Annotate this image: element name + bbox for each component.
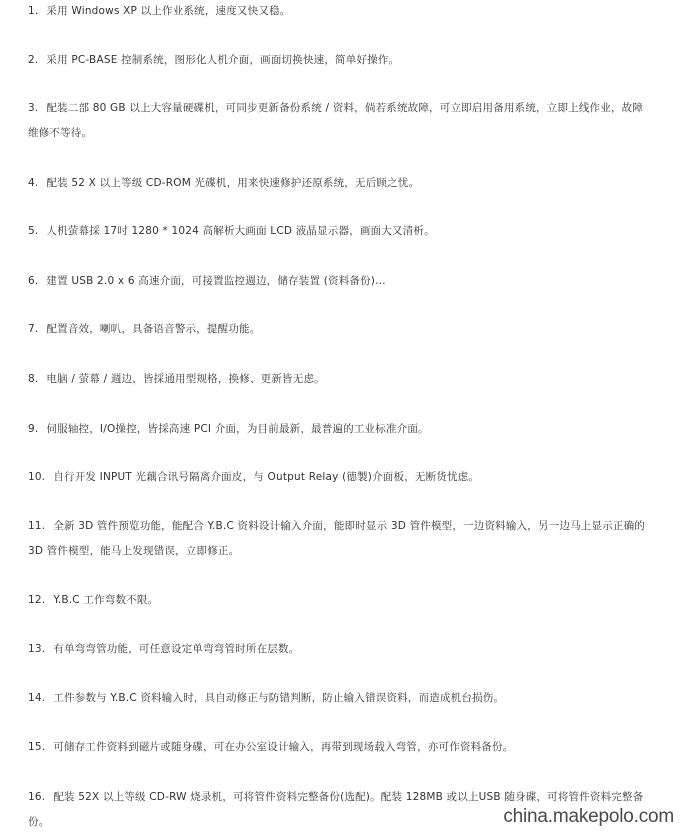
item-text: 采用 PC-BASE 控制系统，图形化人机介面，画面切换快速，简单好操作。 — [46, 54, 400, 66]
feature-item-9 — [28, 417, 648, 442]
item-text: 配装 52X 以上等级 CD-RW 烧录机，可将管件资料完整备份(选配)。配装 128MB 或以上USB 随身碟，可将管件资料完整备份。 — [28, 791, 644, 828]
item-number: 11. — [28, 520, 46, 532]
item-text: 配装 52 X 以上等级 CD-ROM 光碟机，用来快速修护还原系统，无后顾之忧。 — [46, 177, 420, 189]
item-number: 8. — [28, 373, 39, 385]
feature-item-11 — [28, 514, 648, 564]
feature-item-8 — [28, 367, 648, 392]
feature-item-12 — [28, 588, 648, 613]
item-text: 人机萤幕採 17吋 1280 * 1024 高解析大画面 LCD 液晶显示器，画面大又清析。 — [46, 225, 435, 237]
feature-item-5 — [28, 219, 648, 244]
item-text: 自行开发 INPUT 光藕合讯号隔离介面皮，与 Output Relay (德製)介面板，无断货忧虑。 — [53, 471, 480, 483]
feature-item-15 — [28, 735, 648, 760]
item-text: 可储存工件资料到磁片或随身碟，可在办公室设计输入，再带到现场载入弯管，亦可作资料备份。 — [53, 741, 514, 753]
item-text: 建置 USB 2.0 x 6 高速介面，可接置监控週边，储存装置 (资料备份)… — [46, 275, 386, 287]
item-text: 全新 3D 管件预览功能，能配合 Y.B.C 资料设计输入介面，能即时显示 3D 管件模型，一边资料输入，另一边马上显示正确的 3D 管件模型，能马上发现错误，立即修正。 — [28, 520, 645, 557]
item-text: Y.B.C 工作弯数不限。 — [53, 594, 159, 606]
item-number: 15. — [28, 741, 46, 753]
item-number: 14. — [28, 692, 46, 704]
feature-item-2 — [28, 48, 648, 73]
feature-item-13 — [28, 637, 648, 662]
item-number: 13. — [28, 643, 46, 655]
item-number: 4. — [28, 177, 39, 189]
item-text: 有单弯弯管功能，可任意设定单弯弯管时所在层数。 — [53, 643, 300, 655]
item-text: 配置音效，喇叭，具备语音警示，提醒功能。 — [46, 323, 261, 335]
item-number: 2. — [28, 54, 39, 66]
feature-item-7 — [28, 317, 648, 342]
item-number: 9. — [28, 423, 39, 435]
feature-item-3 — [28, 96, 648, 146]
item-number: 7. — [28, 323, 39, 335]
item-number: 6. — [28, 275, 39, 287]
item-number: 12. — [28, 594, 46, 606]
item-text: 工件参数与 Y.B.C 资料输入时，具自动修正与防错判断，防止输入错误资料，而造成机台损伤。 — [53, 692, 505, 704]
item-text: 采用 Windows XP 以上作业系统，速度又快又稳。 — [46, 5, 291, 17]
feature-item-1 — [28, 0, 648, 24]
item-text: 伺服轴控，I/O操控，皆採高速 PCI 介面，为目前最新，最普遍的工业标准介面。 — [46, 423, 429, 435]
feature-item-6 — [28, 269, 648, 294]
item-number: 5. — [28, 225, 39, 237]
feature-item-10 — [28, 465, 648, 490]
feature-item-4 — [28, 171, 648, 196]
item-number: 1. — [28, 5, 39, 17]
item-text: 电脑 / 萤幕 / 週边，皆採通用型规格，换修、更新皆无虑。 — [46, 373, 325, 385]
item-number: 16. — [28, 791, 46, 803]
source-watermark: china.makepolo.com — [503, 806, 674, 827]
item-number: 3. — [28, 102, 39, 114]
item-text: 配装二部 80 GB 以上大容量硬碟机，可同步更新备份系统 / 资料，倘若系统故障，可立即启用备用系统，立即上线作业，故障维修不等待。 — [28, 102, 644, 139]
feature-item-14 — [28, 686, 648, 711]
item-number: 10. — [28, 471, 46, 483]
